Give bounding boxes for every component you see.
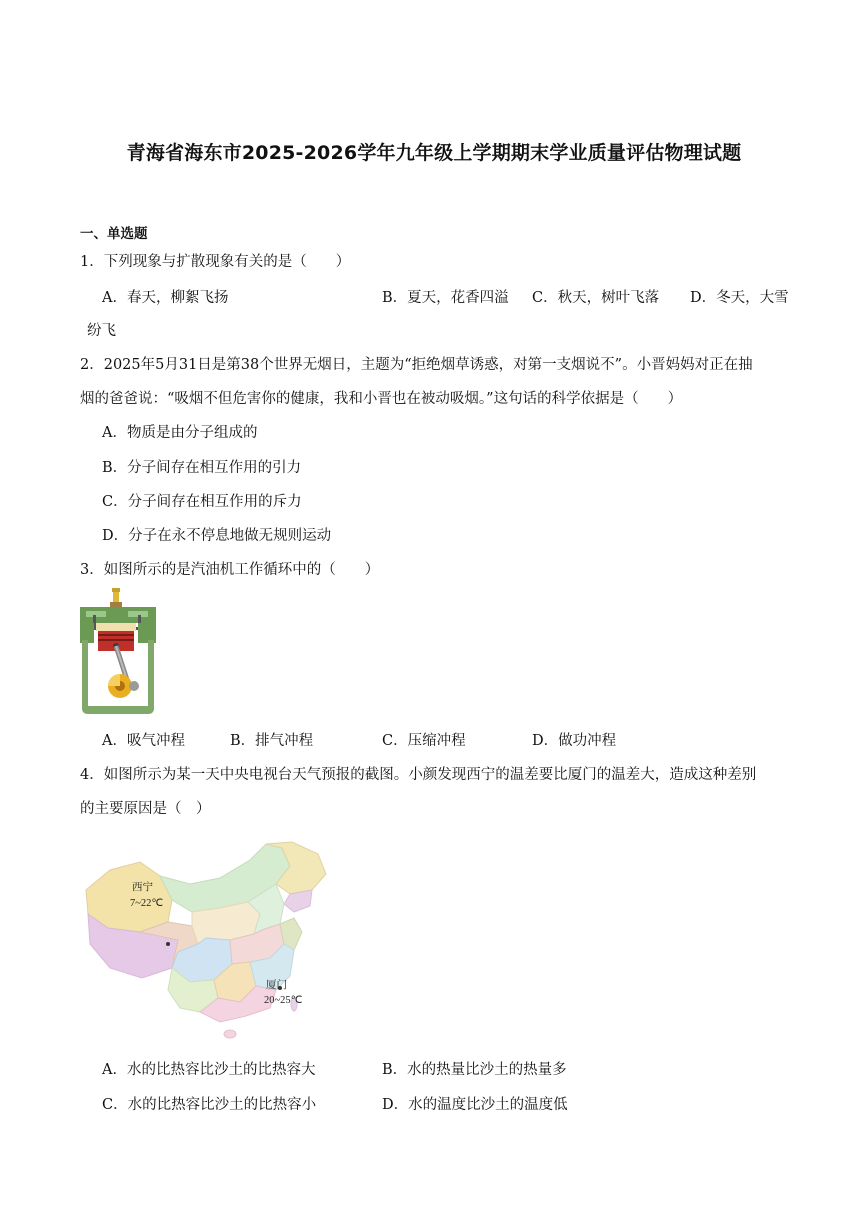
xining-label: 西宁: [132, 882, 153, 893]
q3-stem: 3．如图所示的是汽油机工作循环中的（ ）: [80, 562, 380, 578]
q4-option-a: A．水的比热容比沙土的比热容大: [102, 1062, 316, 1078]
q4-stem-line1: 4．如图所示为某一天中央电视台天气预报的截图。小颜发现西宁的温差要比厦门的温差大，造成这种差别: [80, 767, 757, 783]
q1-option-d-cont: 纷飞: [87, 323, 116, 339]
q2-option-b: B．分子间存在相互作用的引力: [102, 460, 302, 476]
q4-option-d: D．水的温度比沙土的温度低: [382, 1097, 568, 1113]
q2-stem-line2: 烟的爸爸说：“吸烟不但危害你的健康，我和小晋也在被动吸烟。”这句话的科学依据是（ ）: [80, 391, 683, 407]
page-title: 青海省海东市2025-2026学年九年级上学期期末学业质量评估物理试题: [126, 142, 742, 164]
q1-stem: 1．下列现象与扩散现象有关的是（ ）: [80, 254, 351, 270]
q4-option-c: C．水的比热容比沙土的比热容小: [102, 1097, 317, 1113]
q1-option-c: C．秋天，树叶飞落: [532, 290, 660, 306]
xining-temperature: 7~22℃: [130, 898, 164, 909]
xiamen-temperature: 20~25℃: [264, 995, 303, 1006]
q2-option-c: C．分子间存在相互作用的斥力: [102, 494, 302, 510]
q3-option-a: A．吸气冲程: [102, 733, 185, 749]
q3-option-d: D．做功冲程: [532, 733, 617, 749]
q3-option-b: B．排气冲程: [230, 733, 314, 749]
china-weather-map: [80, 840, 330, 1040]
q3-option-c: C．压缩冲程: [382, 733, 466, 749]
q4-stem-line2: 的主要原因是（ ）: [80, 801, 211, 817]
engine-figure: [76, 588, 160, 716]
q1-option-a: A．春天，柳絮飞扬: [102, 290, 229, 306]
section-heading: 一、单选题: [80, 226, 148, 242]
q1-option-d: D．冬天，大雪: [690, 290, 789, 306]
q4-option-b: B．水的热量比沙土的热量多: [382, 1062, 567, 1078]
q2-option-d: D．分子在永不停息地做无规则运动: [102, 528, 332, 544]
q2-stem-line1: 2．2025年5月31日是第38个世界无烟日，主题为“拒绝烟草诱惑，对第一支烟说不”。小晋妈妈对正在抽: [80, 357, 753, 373]
q2-option-a: A．物质是由分子组成的: [102, 425, 258, 441]
q1-option-b: B．夏天，花香四溢: [382, 290, 509, 306]
xiamen-label: 厦门: [266, 980, 287, 991]
